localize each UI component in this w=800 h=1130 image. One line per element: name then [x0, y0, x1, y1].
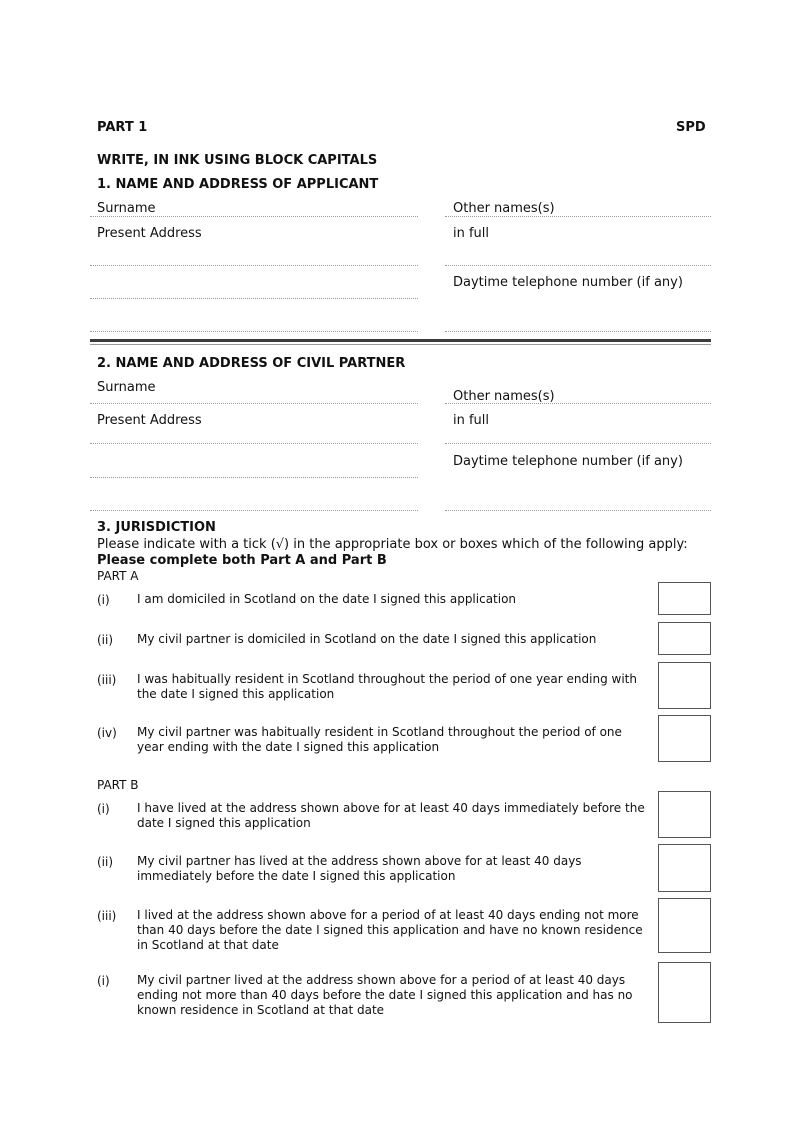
item-number: (iii)	[97, 909, 117, 923]
applicant-in-full-line[interactable]	[445, 265, 711, 266]
applicant-other-names-field[interactable]	[445, 216, 711, 217]
item-text: I am domiciled in Scotland on the date I signed this application	[137, 592, 517, 606]
item-text: I was habitually resident in Scotland throughout the period of one year ending with the date I signed this application	[137, 672, 637, 701]
section3-title: 3. JURISDICTION	[97, 520, 216, 535]
part-label: PART 1	[97, 120, 148, 135]
section-divider	[90, 339, 711, 342]
partner-phone-field[interactable]	[445, 510, 711, 511]
partner-in-full-label: in full	[453, 413, 490, 428]
item-number: (i)	[97, 974, 110, 988]
part-b-i-checkbox[interactable]	[658, 791, 711, 838]
applicant-address-line-1[interactable]	[90, 265, 418, 266]
form-code: SPD	[676, 120, 706, 135]
partner-surname-field[interactable]	[90, 403, 418, 404]
item-text: I lived at the address shown above for a period of at least 40 days ending not more than 40 days before the date I signed this application and have no known residence in Scotland at that date	[137, 908, 643, 952]
partner-other-names-label: Other names(s)	[453, 389, 555, 404]
item-number: (i)	[97, 593, 110, 607]
partner-address-label: Present Address	[97, 413, 202, 428]
part-a-ii-checkbox[interactable]	[658, 622, 711, 655]
applicant-phone-field[interactable]	[445, 331, 711, 332]
applicant-surname-field[interactable]	[90, 216, 418, 217]
part-b-ii-checkbox[interactable]	[658, 844, 711, 892]
item-text: My civil partner has lived at the address shown above for at least 40 days immediately before the date I signed this application	[137, 854, 582, 883]
partner-address-line-3[interactable]	[90, 510, 418, 511]
item-number: (ii)	[97, 633, 114, 647]
applicant-phone-label: Daytime telephone number (if any)	[453, 275, 683, 290]
partner-address-line-2[interactable]	[90, 477, 418, 478]
partner-phone-label: Daytime telephone number (if any)	[453, 454, 683, 469]
item-text: I have lived at the address shown above for at least 40 days immediately before the date I signed this application	[137, 801, 645, 830]
item-number: (ii)	[97, 855, 114, 869]
item-text: My civil partner is domiciled in Scotland on the date I signed this application	[137, 632, 597, 646]
part-a-iii-checkbox[interactable]	[658, 662, 711, 709]
part-b-iii-checkbox[interactable]	[658, 898, 711, 953]
part-b-label: PART B	[97, 778, 139, 792]
item-number: (iii)	[97, 673, 117, 687]
partner-surname-label: Surname	[97, 380, 156, 395]
section2-title: 2. NAME AND ADDRESS OF CIVIL PARTNER	[97, 356, 406, 371]
part-a-i-checkbox[interactable]	[658, 582, 711, 615]
item-text: My civil partner was habitually resident in Scotland throughout the period of one year ending with the date I signed this application	[137, 725, 622, 754]
part-a-iv-checkbox[interactable]	[658, 715, 711, 762]
section-divider-thin	[90, 344, 711, 345]
ink-instruction: WRITE, IN INK USING BLOCK CAPITALS	[97, 153, 378, 168]
part-a-label: PART A	[97, 569, 139, 583]
partner-address-line-1[interactable]	[90, 443, 418, 444]
section1-title: 1. NAME AND ADDRESS OF APPLICANT	[97, 177, 379, 192]
applicant-address-line-2[interactable]	[90, 298, 418, 299]
applicant-address-line-3[interactable]	[90, 331, 418, 332]
partner-in-full-line[interactable]	[445, 443, 711, 444]
item-number: (iv)	[97, 726, 117, 740]
tick-instruction: Please indicate with a tick (√) in the appropriate box or boxes which of the following apply:	[97, 537, 688, 552]
applicant-address-label: Present Address	[97, 226, 202, 241]
item-text: My civil partner lived at the address shown above for a period of at least 40 days ending not more than 40 days before the date I signed this application and has no known residence in Scotland at that date	[137, 973, 633, 1017]
partner-other-names-field[interactable]	[445, 403, 711, 404]
applicant-surname-label: Surname	[97, 201, 156, 216]
complete-note: Please complete both Part A and Part B	[97, 553, 387, 568]
part-b-iv-checkbox[interactable]	[658, 962, 711, 1023]
item-number: (i)	[97, 802, 110, 816]
applicant-other-names-label: Other names(s)	[453, 201, 555, 216]
applicant-in-full-label: in full	[453, 226, 490, 241]
